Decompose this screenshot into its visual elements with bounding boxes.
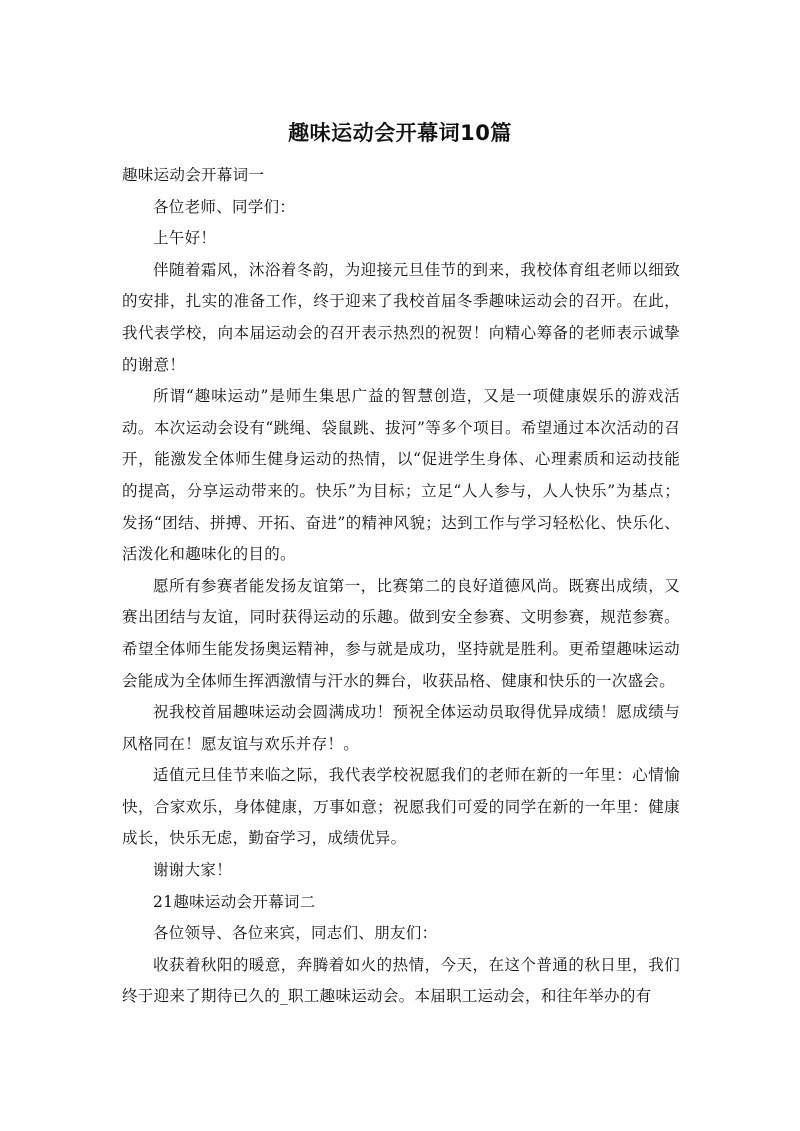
- document-title: 趣味运动会开幕词10篇: [288, 121, 512, 145]
- body-paragraph: 适值元旦佳节来临之际，我代表学校祝愿我们的老师在新的一年里：心情愉快，合家欢乐，身体健康，万事如意；祝愿我们可爱的同学在新的一年里：健康成长，快乐无虑，勤奋学习，成绩优异。: [122, 766, 680, 848]
- closing-thanks: 谢谢大家！: [153, 861, 233, 880]
- salutation: 各位领导、各位来宾，同志们、朋友们：: [153, 924, 438, 943]
- greeting: 上午好！: [153, 229, 217, 248]
- body-paragraph: 愿所有参赛者能发扬友谊第一，比赛第二的良好道德风尚。既赛出成绩，又赛出团结与友谊，同时获得运动的乐趣。做到安全参赛、文明参赛，规范参赛。希望全体师生能发扬奥运精神，参与就是成功，坚持就是胜利。更希望趣味运动会能成为全体师生挥洒激情与汗水的舞台，收获品格、健康和快乐的一次盛会。: [122, 576, 680, 690]
- body-paragraph: 收获着秋阳的暖意，奔腾着如火的热情，今天，在这个普通的秋日里，我们终于迎来了期待已久的_职工趣味运动会。本届职工运动会，和往年举办的有: [122, 955, 680, 1006]
- body-paragraph: 所谓“趣味运动”是师生集思广益的智慧创造，又是一项健康娱乐的游戏活动。本次运动会设有“跳绳、袋鼠跳、拔河”等多个项目。希望通过本次活动的召开，能激发全体师生健身运动的热情，以“促进学生身体、心理素质和运动技能的提高，分享运动带来的。快乐”为目标；立足“人人参与，人人快乐”为基点；发扬“团结、拼搏、开拓、奋进”的精神风貌；达到工作与学习轻松化、快乐化、活泼化和趣味化的目的。: [122, 387, 680, 564]
- section-heading-2: 21趣味运动会开幕词二: [153, 892, 316, 911]
- salutation: 各位老师、同学们：: [153, 197, 296, 216]
- body-paragraph: 祝我校首届趣味运动会圆满成功！预祝全体运动员取得优异成绩！愿成绩与风格同在！愿友谊与欢乐并存！。: [122, 703, 680, 753]
- section-heading-1: 趣味运动会开幕词一: [122, 166, 265, 184]
- body-paragraph: 伴随着霜风，沐浴着冬韵，为迎接元旦佳节的到来，我校体育组老师以细致的安排，扎实的准备工作，终于迎来了我校首届冬季趣味运动会的召开。在此，我代表学校，向本届运动会的召开表示热烈的祝贺！向精心筹备的老师表示诚挚的谢意！: [122, 260, 680, 374]
- document-body: [122, 160, 680, 1013]
